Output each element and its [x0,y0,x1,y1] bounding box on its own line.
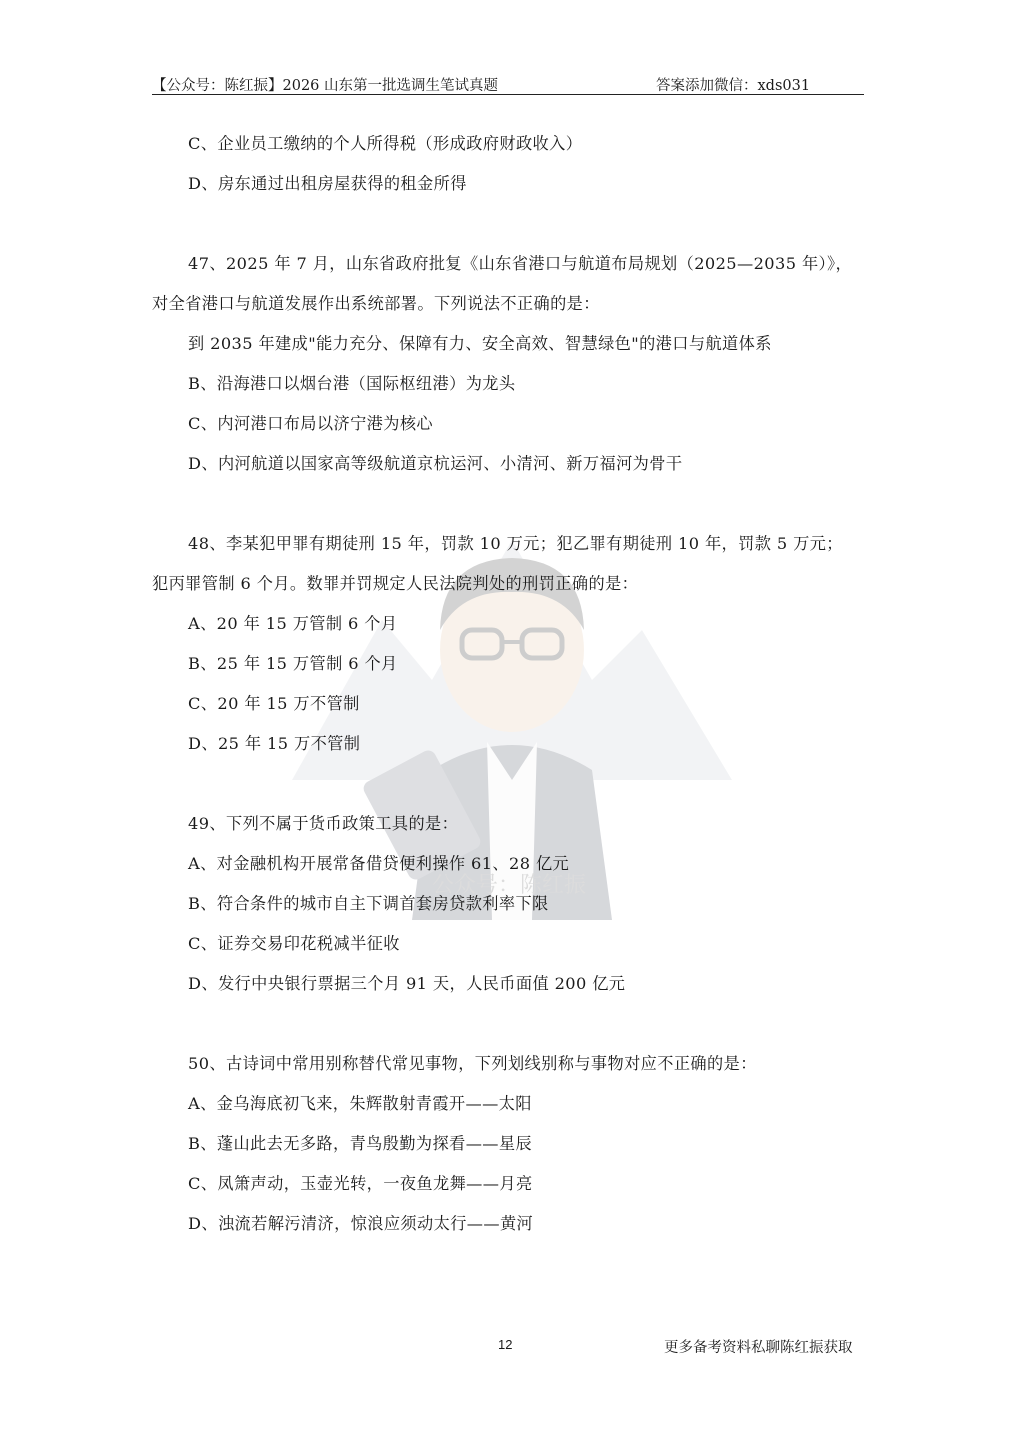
footer-note: 更多备考资料私聊陈红振获取 [664,1340,853,1356]
q48-stem-line-1: 48、李某犯甲罪有期徒刑 15 年，罚款 10 万元；犯乙罪有期徒刑 10 年，罚款 5 万元； [188,534,843,553]
q49-option-b: B、符合条件的城市自主下调首套房贷款利率下限 [188,894,549,913]
q48-option-a: A、20 年 15 万管制 6 个月 [188,614,398,633]
q47-option-c: C、内河港口布局以济宁港为核心 [188,414,434,433]
q50-option-b: B、蓬山此去无多路，青鸟殷勤为探看——星辰 [188,1134,533,1153]
q50-option-d: D、浊流若解污清济，惊浪应须动太行——黄河 [188,1214,534,1233]
page-header [152,72,864,95]
q49-option-a: A、对金融机构开展常备借贷便利操作 61、28 亿元 [188,854,570,873]
header-contact: 答案添加微信：xds031 [656,78,811,94]
q50-stem: 50、古诗词中常用别称替代常见事物，下列划线别称与事物对应不正确的是： [188,1054,757,1073]
q48-option-c: C、20 年 15 万不管制 [188,694,360,713]
q46-option-c: C、企业员工缴纳的个人所得税（形成政府财政收入） [188,134,583,153]
q50-option-c: C、凤箫声动，玉壶光转，一夜鱼龙舞——月亮 [188,1174,533,1193]
q49-option-d: D、发行中央银行票据三个月 91 天，人民币面值 200 亿元 [188,974,626,993]
watermark-text: 公众号：陈红振 [432,873,587,898]
q46-option-d: D、房东通过出租房屋获得的租金所得 [188,174,467,193]
q49-stem: 49、下列不属于货币政策工具的是： [188,814,459,833]
header-title: 【公众号：陈红振】2026 山东第一批选调生笔试真题 [152,78,499,94]
q50-option-a: A、金乌海底初飞来，朱辉散射青霞开——太阳 [188,1094,532,1113]
q47-stem-line-2: 对全省港口与航道发展作出系统部署。下列说法不正确的是： [152,294,600,313]
q47-option-a: 到 2035 年建成"能力充分、保障有力、安全高效、智慧绿色"的港口与航道体系 [188,334,772,353]
q48-option-d: D、25 年 15 万不管制 [188,734,361,753]
q49-option-c: C、证券交易印花税减半征收 [188,934,400,953]
q47-option-d: D、内河航道以国家高等级航道京杭运河、小清河、新万福河为骨干 [188,454,683,473]
q47-option-b: B、沿海港口以烟台港（国际枢纽港）为龙头 [188,374,516,393]
page-number: 12 [498,1337,513,1352]
q47-stem-line-1: 47、2025 年 7 月，山东省政府批复《山东省港口与航道布局规划（2025—2035 年）》， [188,254,853,273]
q48-option-b: B、25 年 15 万管制 6 个月 [188,654,398,673]
q48-stem-line-2: 犯丙罪管制 6 个月。数罪并罚规定人民法院判处的刑罚正确的是： [152,574,639,593]
